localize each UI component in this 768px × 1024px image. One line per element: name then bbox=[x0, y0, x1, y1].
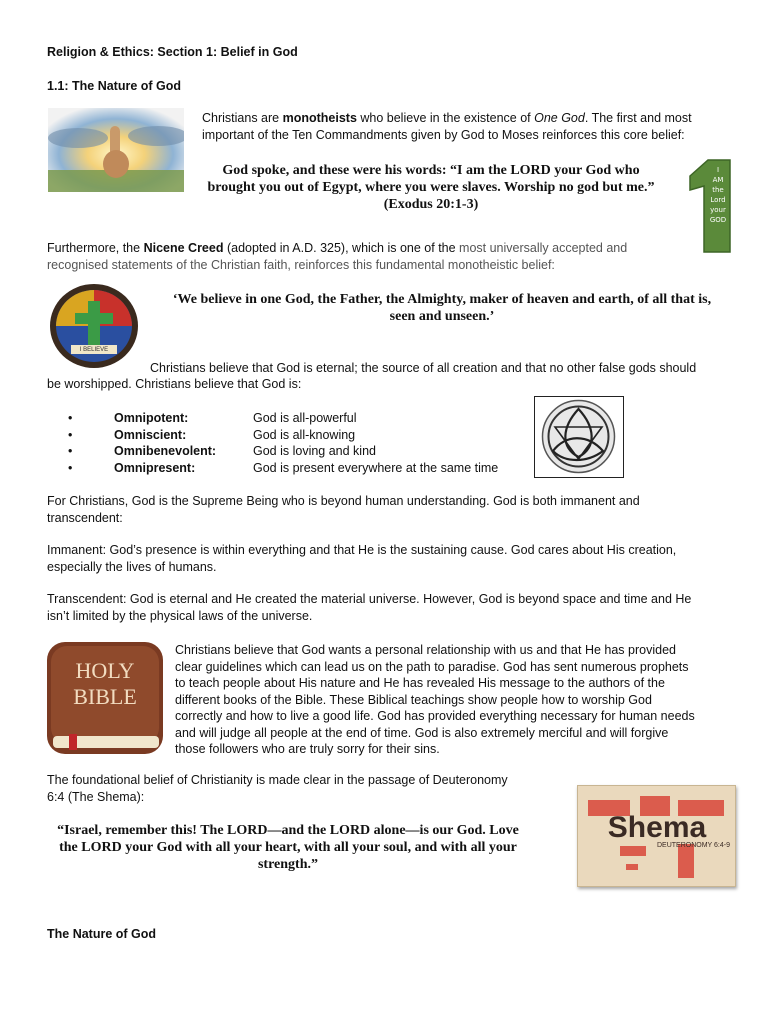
nicene-quote: ‘We believe in one God, the Father, the Almighty, maker of heaven and earth, of all that is, seen and unseen.’ bbox=[172, 292, 712, 324]
shema-title: Shema bbox=[607, 811, 707, 844]
attribute-term: Omnipotent: bbox=[114, 411, 189, 425]
shema-intro-text-line2: 6:4 (The Shema): bbox=[47, 789, 145, 804]
list-item bbox=[68, 443, 528, 460]
list-item bbox=[68, 427, 528, 444]
bullet: • bbox=[68, 411, 73, 425]
nicene-text: most universally accepted and bbox=[459, 241, 628, 255]
holy-bible-icon bbox=[47, 642, 163, 754]
badge-text: GOD bbox=[709, 216, 727, 224]
relationship-line: to teach people about His nature and He has revealed His message to the authors of the bbox=[175, 676, 665, 690]
trinity-knot-image bbox=[534, 396, 624, 478]
shema-intro-text: The foundational belief of Christianity is made clear in the passage of Deuteronomy bbox=[47, 773, 508, 787]
nicene-text: Furthermore, the bbox=[47, 241, 144, 255]
transcendent-paragraph bbox=[47, 591, 737, 624]
relationship-line: Christians believe that God wants a personal relationship with us and that He has provided bbox=[175, 643, 676, 657]
bullet: • bbox=[68, 444, 73, 458]
badge-text: your bbox=[710, 206, 726, 214]
relationship-line: clear guidelines which can lead us on the path to paradise. God has sent numerous prophets bbox=[175, 659, 689, 674]
attribute-term: Omnibenevolent: bbox=[114, 444, 217, 458]
badge-text: I bbox=[716, 166, 720, 174]
attribute-definition: God is present everywhere at the same time bbox=[253, 460, 499, 475]
intro-text: . The first and most bbox=[584, 111, 692, 125]
nicene-creed-term: Nicene Creed bbox=[143, 241, 224, 255]
attribute-definition: God is all-powerful bbox=[253, 411, 357, 425]
attribute-term: Omniscient: bbox=[114, 427, 187, 442]
bullet: • bbox=[68, 460, 73, 475]
sky-finger-image bbox=[48, 108, 184, 192]
eternal-line1: Christians believe that God is eternal; the source of all creation and that no other false gods should bbox=[150, 361, 697, 375]
bible-title-line1: HOLY bbox=[75, 658, 135, 683]
section-heading: 1.1: The Nature of God bbox=[47, 79, 182, 93]
intro-paragraph bbox=[202, 110, 722, 143]
stained-glass-image bbox=[49, 283, 139, 369]
immanent-text: Immanent: God’s presence is within everything and that He is the sustaining cause. God cares about His creation, bbox=[47, 543, 677, 557]
shema-reference: DEUTERONOMY 6:4-9 bbox=[657, 842, 730, 849]
relationship-line: correctly and how to live a good life. God has provided everything necessary for human needs bbox=[175, 709, 695, 723]
supreme-text-line2: transcendent: bbox=[47, 510, 123, 525]
list-item bbox=[68, 460, 528, 477]
attribute-term: Omnipresent: bbox=[114, 460, 196, 475]
immanent-paragraph bbox=[47, 542, 737, 575]
i-believe-label: I BELIEVE bbox=[79, 347, 109, 353]
shema-quote: “Israel, remember this! The LORD—and the LORD alone—is our God. Love the LORD your God with all your heart, with all your soul, and with all your strength.” bbox=[57, 823, 519, 872]
exodus-quote: God spoke, and these were his words: “I am the LORD your God who brought you out of Egypt, where you were slaves. Worship no god but me.” (Exodus 20:1-3) bbox=[207, 163, 655, 212]
intro-text: Christians are bbox=[202, 111, 283, 125]
monotheists-term: monotheists bbox=[282, 111, 357, 125]
attributes-list bbox=[68, 410, 528, 476]
relationship-paragraph bbox=[175, 642, 735, 758]
footer-heading: The Nature of God bbox=[47, 927, 157, 941]
transcendent-text-line2: isn’t limited by the physical laws of the universe. bbox=[47, 608, 313, 623]
nicene-text: (adopted in A.D. 325), which is one of the bbox=[223, 241, 460, 255]
immanent-text-line2: especially the lives of humans. bbox=[47, 559, 217, 574]
nicene-paragraph bbox=[47, 240, 687, 273]
relationship-line: those followers who are truly sorry for their sins. bbox=[175, 742, 440, 756]
transcendent-text: Transcendent: God is eternal and He created the material universe. However, God is beyond space and time and He bbox=[47, 592, 692, 606]
badge-text: the bbox=[712, 186, 724, 194]
bible-title-line2: BIBLE bbox=[73, 684, 137, 709]
list-item bbox=[68, 410, 528, 427]
one-god-term: One God bbox=[534, 111, 585, 125]
relationship-line: different books of the Bible. These Biblical teachings show people how to worship God bbox=[175, 692, 652, 707]
relationship-line: and will judge all people at the end of time. God is also extremely merciful and will forgive bbox=[175, 725, 669, 740]
supreme-paragraph bbox=[47, 493, 727, 526]
nicene-text-line2: recognised statements of the Christian faith, reinforces this fundamental monotheistic belief: bbox=[47, 257, 555, 272]
supreme-text: For Christians, God is the Supreme Being who is beyond human understanding. God is both immanent and bbox=[47, 494, 640, 508]
badge-text: Lord bbox=[710, 196, 726, 204]
intro-text-line2: important of the Ten Commandments given by God to Moses reinforces this core belief: bbox=[202, 127, 685, 142]
eternal-line2: be worshipped. Christians believe that God is: bbox=[47, 377, 302, 391]
attribute-definition: God is all-knowing bbox=[253, 427, 356, 442]
shema-image bbox=[577, 785, 736, 887]
intro-text: who believe in the existence of bbox=[356, 111, 535, 125]
bullet: • bbox=[68, 427, 73, 442]
shema-intro bbox=[47, 772, 547, 805]
first-commandment-badge bbox=[684, 156, 734, 254]
badge-text: AM bbox=[712, 176, 724, 184]
attribute-definition: God is loving and kind bbox=[253, 444, 376, 458]
page-title: Religion & Ethics: Section 1: Belief in God bbox=[47, 45, 298, 59]
